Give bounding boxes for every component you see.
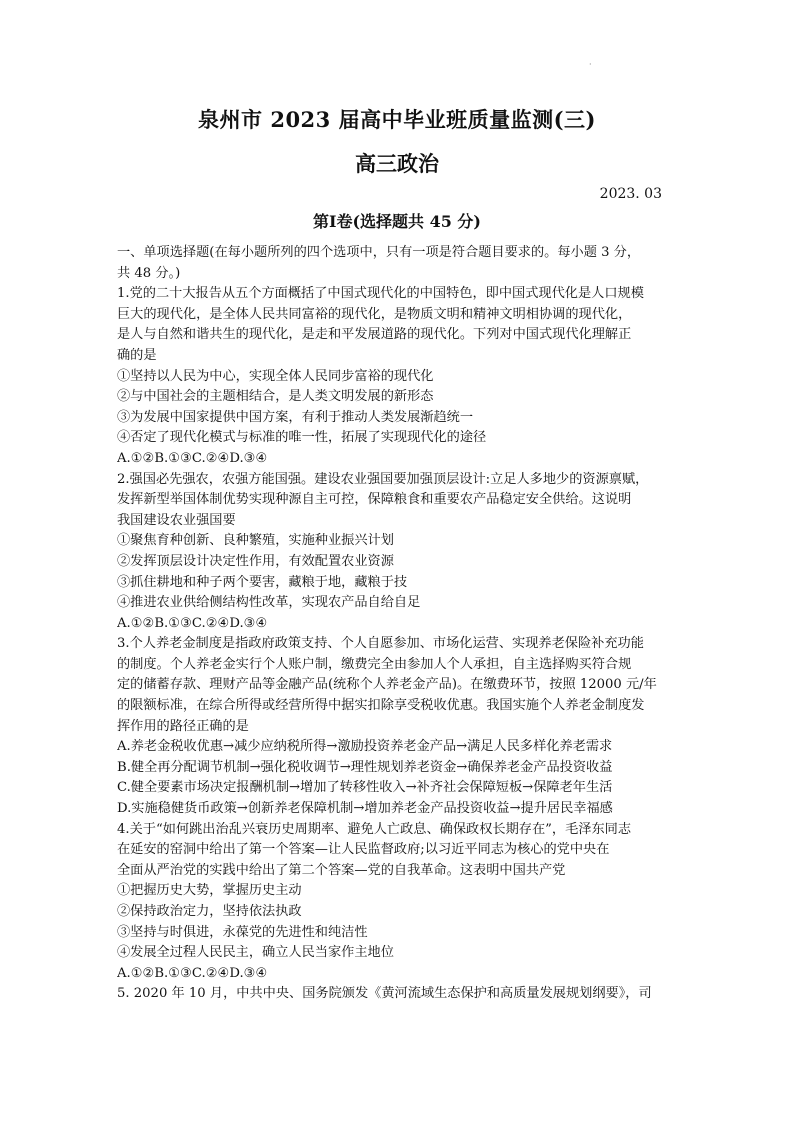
text-line: ②与中国社会的主题相结合，是人类文明发展的新形态 bbox=[117, 389, 434, 405]
text-line: ①聚焦育种创新、良种繁殖，实施种业振兴计划 bbox=[117, 533, 394, 549]
text-line: 定的储蓄存款、理财产品等金融产品(统称个人养老金产品)。在缴费环节，按照 12000 元/年 bbox=[117, 677, 657, 693]
exam-title: 泉州市 2023 届高中毕业班质量监测(三) bbox=[198, 107, 596, 132]
text-line: ③坚持与时俱进，永葆党的先进性和纯洁性 bbox=[117, 924, 368, 940]
text-line: ①坚持以人民为中心，实现全体人民同步富裕的现代化 bbox=[117, 368, 434, 384]
text-line: 的制度。个人养老金实行个人账户制，缴费完全由参加人个人承担，自主选择购买符合规 bbox=[117, 656, 632, 672]
corner-mark: · bbox=[589, 60, 592, 69]
text-line: C.健全要素市场决定报酬机制→增加了转移性收入→补齐社会保障短板→保障老年生活 bbox=[117, 780, 613, 796]
text-line: ④推进农业供给侧结构性改革，实现农产品自给自足 bbox=[117, 595, 421, 611]
text-line: ④发展全过程人民民主，确立人民当家作主地位 bbox=[117, 945, 394, 961]
text-line: 挥作用的路径正确的是 bbox=[117, 718, 249, 734]
text-line: 一、单项选择题(在每小题所列的四个选项中，只有一项是符合题目要求的。每小题 3 分， bbox=[117, 245, 641, 260]
text-line: 巨大的现代化，是全体人民共同富裕的现代化，是物质文明和精神文明相协调的现代化， bbox=[117, 306, 632, 322]
text-line: 在延安的窑洞中给出了第一个答案—让人民监督政府;以习近平同志为核心的党中央在 bbox=[117, 842, 610, 858]
text-line: 发挥新型举国体制优势实现种源自主可控，保障粮食和重要农产品稳定安全供给。这说明 bbox=[117, 492, 632, 508]
text-line: 共 48 分。) bbox=[117, 265, 181, 281]
text-line: 2.强国必先强农，农强方能国强。建设农业强国要加强顶层设计:立足人多地少的资源禀赋， bbox=[117, 471, 649, 487]
text-line: 我国建设农业强国要 bbox=[117, 512, 236, 528]
text-line: D.实施稳健货币政策→创新养老保障机制→增加养老金产品投资收益→提升居民幸福感 bbox=[117, 801, 613, 817]
exam-date: 2023. 03 bbox=[599, 186, 662, 202]
text-line: ④否定了现代化模式与标准的唯一性，拓展了实现现代化的途径 bbox=[117, 430, 487, 446]
section-heading: 第Ⅰ卷(选择题共 45 分) bbox=[312, 212, 482, 231]
text-line: 5. 2020 年 10 月，中共中央、国务院颁发《黄河流域生态保护和高质量发展规划纲要》，司 bbox=[117, 986, 652, 1002]
text-line: A.①②B.①③C.②④D.③④ bbox=[117, 450, 268, 466]
text-line: 是人与自然和谐共生的现代化，是走和平发展道路的现代化。下列对中国式现代化理解正 bbox=[117, 327, 632, 343]
text-line: 1.党的二十大报告从五个方面概括了中国式现代化的中国特色，即中国式现代化是人口规模 bbox=[117, 286, 644, 302]
text-line: B.健全再分配调节机制→强化税收调节→理性规划养老资金→确保养老金产品投资收益 bbox=[117, 759, 613, 775]
text-line: A.①②B.①③C.②④D.③④ bbox=[117, 615, 268, 631]
text-line: 全面从严治党的实践中给出了第二个答案—党的自我革命。这表明中国共产党 bbox=[117, 862, 566, 878]
exam-subject: 高三政治 bbox=[355, 151, 439, 176]
question-body bbox=[117, 243, 677, 1005]
text-line: 4.关于“如何跳出治乱兴衰历史周期率、避免人亡政息、确保政权长期存在”，毛泽东同志 bbox=[117, 821, 631, 837]
text-line: ③抓住耕地和种子两个要害，藏粮于地，藏粮于技 bbox=[117, 574, 408, 590]
text-line: ②发挥顶层设计决定性作用，有效配置农业资源 bbox=[117, 553, 394, 569]
text-line: A.①②B.①③C.②④D.③④ bbox=[117, 965, 268, 981]
text-line: ①把握历史大势，掌握历史主动 bbox=[117, 883, 302, 899]
text-line: 确的是 bbox=[117, 347, 157, 363]
text-line: ②保持政治定力，坚持依法执政 bbox=[117, 904, 302, 919]
text-line: A.养老金税收优惠→减少应纳税所得→激励投资养老金产品→满足人民多样化养老需求 bbox=[117, 739, 613, 755]
text-line: 的限额标准，在综合所得或经营所得中据实扣除享受税收优惠。我国实施个人养老金制度发 bbox=[117, 698, 645, 714]
text-line: ③为发展中国家提供中国方案，有利于推动人类发展渐趋统一 bbox=[117, 409, 474, 425]
text-line: 3.个人养老金制度是指政府政策支持、个人自愿参加、市场化运营、实现养老保险补充功能 bbox=[117, 636, 644, 652]
